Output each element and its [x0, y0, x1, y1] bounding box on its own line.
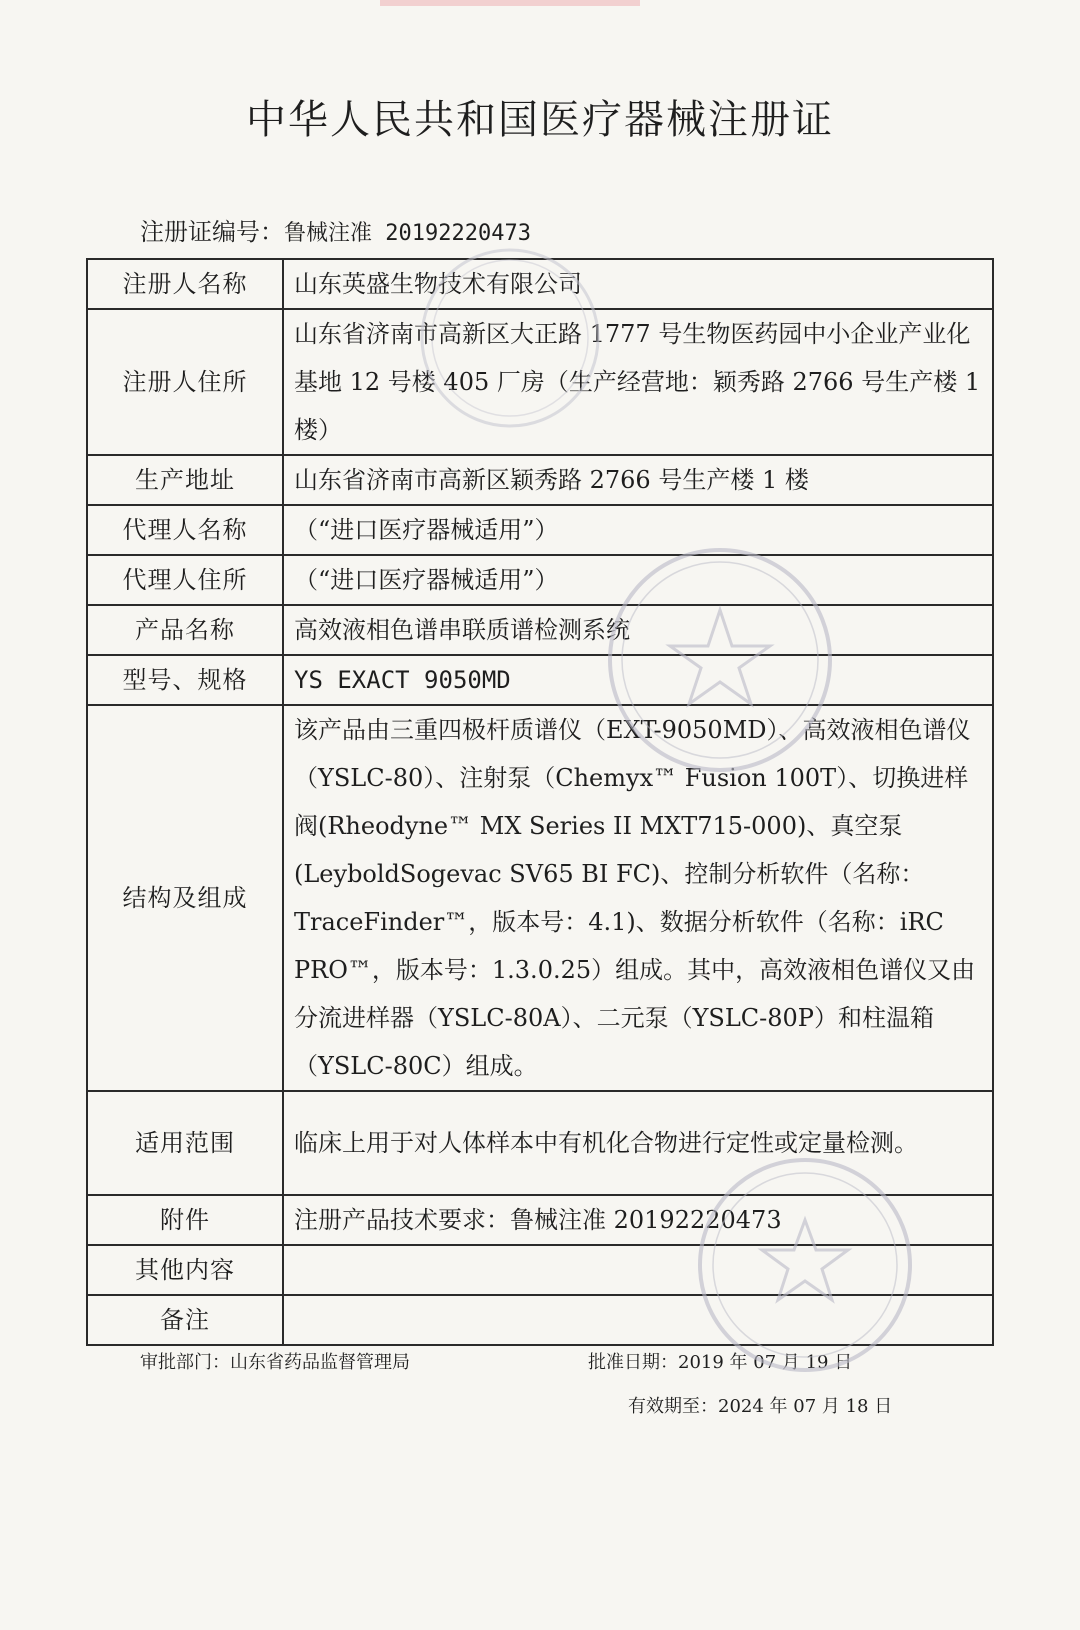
table-row — [87, 1091, 993, 1195]
row-label: 型号、规格 — [87, 655, 283, 705]
row-label: 结构及组成 — [87, 705, 283, 1091]
table-row — [87, 705, 993, 1091]
table-row — [87, 555, 993, 605]
certificate-number-value: 鲁械注准 20192220473 — [284, 221, 531, 246]
table-row — [87, 505, 993, 555]
table-row — [87, 655, 993, 705]
row-label: 备注 — [87, 1295, 283, 1345]
row-label: 产品名称 — [87, 605, 283, 655]
row-value — [283, 1295, 993, 1345]
table-row — [87, 455, 993, 505]
certificate-number-label: 注册证编号： — [140, 218, 284, 246]
row-label: 代理人住所 — [87, 555, 283, 605]
table-row — [87, 605, 993, 655]
table-row — [87, 1295, 993, 1345]
row-label: 生产地址 — [87, 455, 283, 505]
row-value: 临床上用于对人体样本中有机化合物进行定性或定量检测。 — [283, 1091, 993, 1195]
top-edge-mark — [380, 0, 640, 6]
table-row — [87, 309, 993, 455]
row-value: 注册产品技术要求：鲁械注准 20192220473 — [283, 1195, 993, 1245]
row-label: 注册人名称 — [87, 259, 283, 309]
table-row — [87, 1245, 993, 1295]
document-title: 中华人民共和国医疗器械注册证 — [246, 97, 834, 143]
row-value: YS EXACT 9050MD — [283, 655, 993, 705]
row-value: 高效液相色谱串联质谱检测系统 — [283, 605, 993, 655]
approval-authority: 审批部门：山东省药品监督管理局 — [140, 1352, 410, 1373]
row-value: 山东省济南市高新区颖秀路 2766 号生产楼 1 楼 — [283, 455, 993, 505]
row-label: 代理人名称 — [87, 505, 283, 555]
table-row — [87, 1195, 993, 1245]
registration-table — [86, 258, 994, 1346]
row-label: 其他内容 — [87, 1245, 283, 1295]
row-value: （“进口医疗器械适用”） — [283, 505, 993, 555]
row-value: 山东英盛生物技术有限公司 — [283, 259, 993, 309]
row-value — [283, 1245, 993, 1295]
row-label: 适用范围 — [87, 1091, 283, 1195]
row-label: 注册人住所 — [87, 309, 283, 455]
certificate-number — [140, 212, 531, 247]
valid-until-date: 有效期至：2024 年 07 月 18 日 — [628, 1396, 893, 1417]
row-value: （“进口医疗器械适用”） — [283, 555, 993, 605]
row-value: 该产品由三重四极杆质谱仪（EXT-9050MD）、高效液相色谱仪（YSLC-80）、注射泵（Chemyx™ Fusion 100T）、切换进样阀(Rheodyne™ MX Series II MXT715-000)、真空泵(LeyboldSogevac SV65 BI FC)、控制分析软件（名称：TraceFinder™，版本号：4.1)、数据分析软件（名称：iRC PRO™，版本号：1.3.0.25）组成。其中，高效液相色谱仪又由分流进样器（YSLC-80A）、二元泵（YSLC-80P）和柱温箱（YSLC-80C）组成。 — [283, 705, 993, 1091]
row-value: 山东省济南市高新区大正路 1777 号生物医药园中小企业产业化基地 12 号楼 405 厂房（生产经营地：颖秀路 2766 号生产楼 1 楼） — [283, 309, 993, 455]
row-label: 附件 — [87, 1195, 283, 1245]
approval-date: 批准日期：2019 年 07 月 19 日 — [588, 1352, 853, 1373]
table-row — [87, 259, 993, 309]
